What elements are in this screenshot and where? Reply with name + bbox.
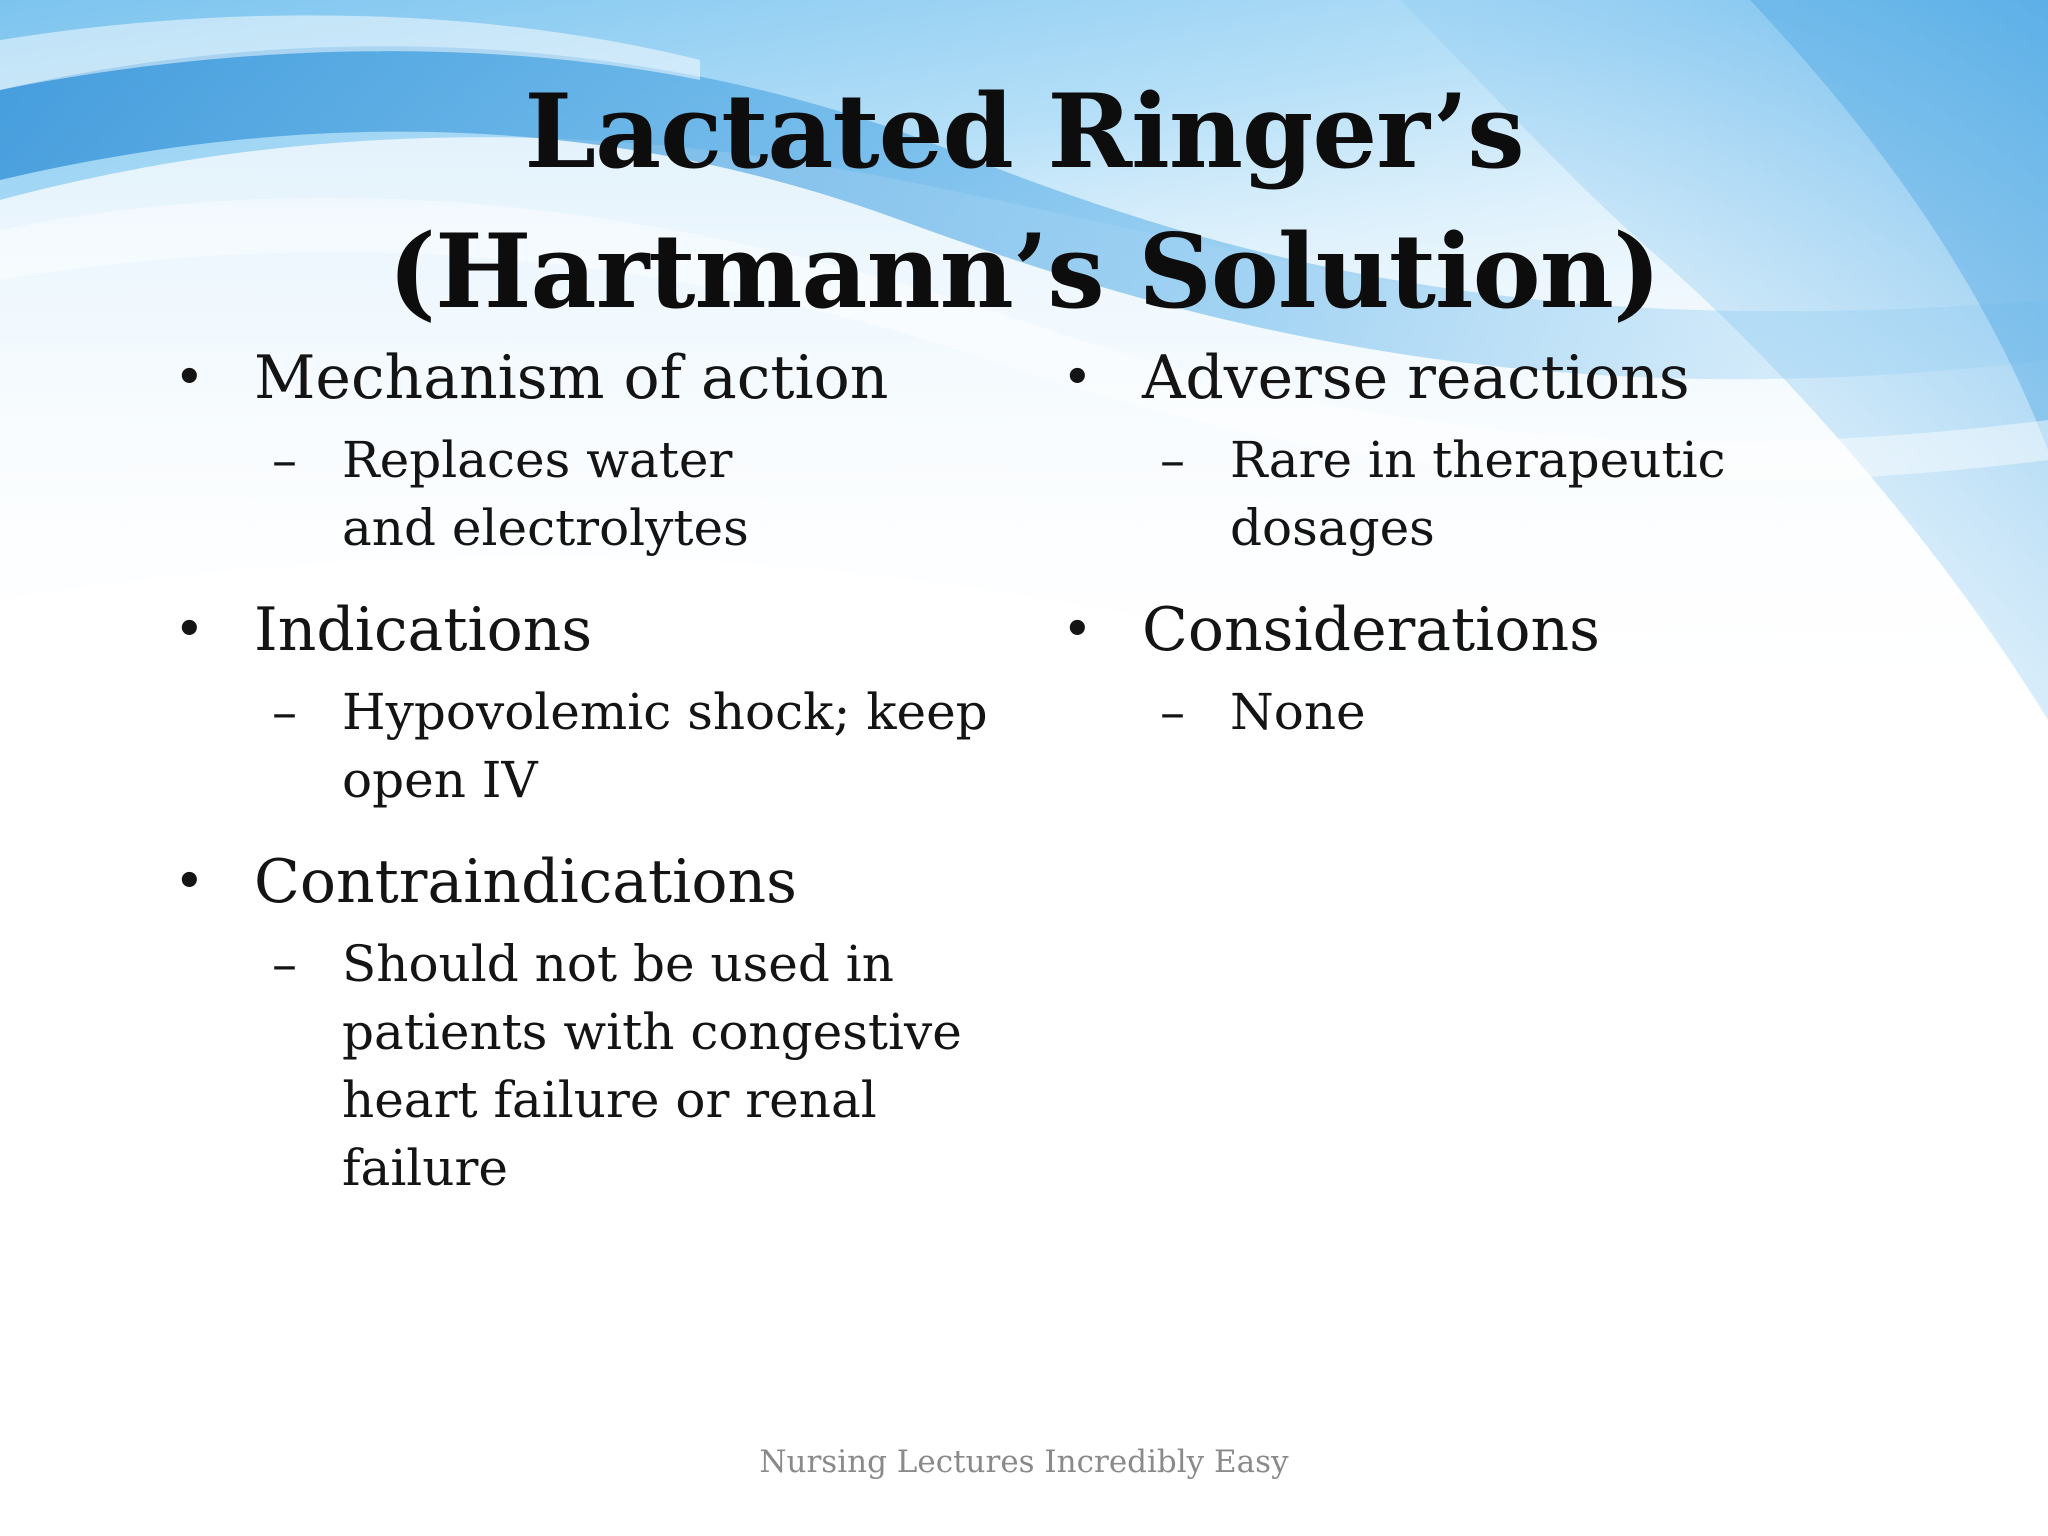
bullet-marker: • xyxy=(1062,600,1093,660)
bullet-indications xyxy=(170,592,1010,668)
sub-text-line: Hypovolemic shock; keep xyxy=(342,683,988,741)
bullet-adverse-reactions xyxy=(1058,340,1958,416)
sub-text-line: open IV xyxy=(342,751,538,809)
title-line-2: (Hartmann’s Solution) xyxy=(387,212,1661,332)
left-column xyxy=(170,340,1010,1232)
sub-text-line: heart failure or renal xyxy=(342,1071,877,1129)
sub-text-line: dosages xyxy=(1230,499,1435,557)
bullet-mechanism xyxy=(170,340,1010,416)
bullet-heading: Considerations xyxy=(1142,595,1600,665)
bullet-marker: • xyxy=(1062,348,1093,408)
sub-marker: – xyxy=(1160,431,1185,489)
bullet-marker: • xyxy=(174,600,205,660)
bullet-marker: • xyxy=(174,348,205,408)
sub-contraindications xyxy=(170,930,1010,1202)
sub-text-line: patients with congestive xyxy=(342,1003,962,1061)
sub-indications xyxy=(170,678,1010,814)
bullet-heading: Indications xyxy=(254,595,593,665)
sub-text-line: failure xyxy=(342,1139,508,1197)
bullet-heading: Contraindications xyxy=(254,847,797,917)
sub-text-line: and electrolytes xyxy=(342,499,749,557)
right-column xyxy=(1058,340,1958,776)
bullet-contraindications xyxy=(170,844,1010,920)
sub-marker: – xyxy=(1160,683,1185,741)
sub-marker: – xyxy=(272,683,297,741)
title-line-1: Lactated Ringer’s xyxy=(524,72,1524,192)
sub-text-line: Rare in therapeutic xyxy=(1230,431,1726,489)
footer-text: Nursing Lectures Incredibly Easy xyxy=(759,1444,1289,1480)
sub-text-line: None xyxy=(1230,683,1366,741)
sub-text-line: Replaces water xyxy=(342,431,733,489)
bullet-considerations xyxy=(1058,592,1958,668)
sub-adverse-reactions xyxy=(1058,426,1958,562)
bullet-marker: • xyxy=(174,852,205,912)
sub-considerations xyxy=(1058,678,1958,746)
sub-mechanism xyxy=(170,426,1010,562)
bullet-heading: Adverse reactions xyxy=(1142,343,1690,413)
sub-marker: – xyxy=(272,935,297,993)
slide-title xyxy=(0,62,2048,342)
sub-text-line: Should not be used in xyxy=(342,935,894,993)
sub-marker: – xyxy=(272,431,297,489)
bullet-heading: Mechanism of action xyxy=(254,343,889,413)
